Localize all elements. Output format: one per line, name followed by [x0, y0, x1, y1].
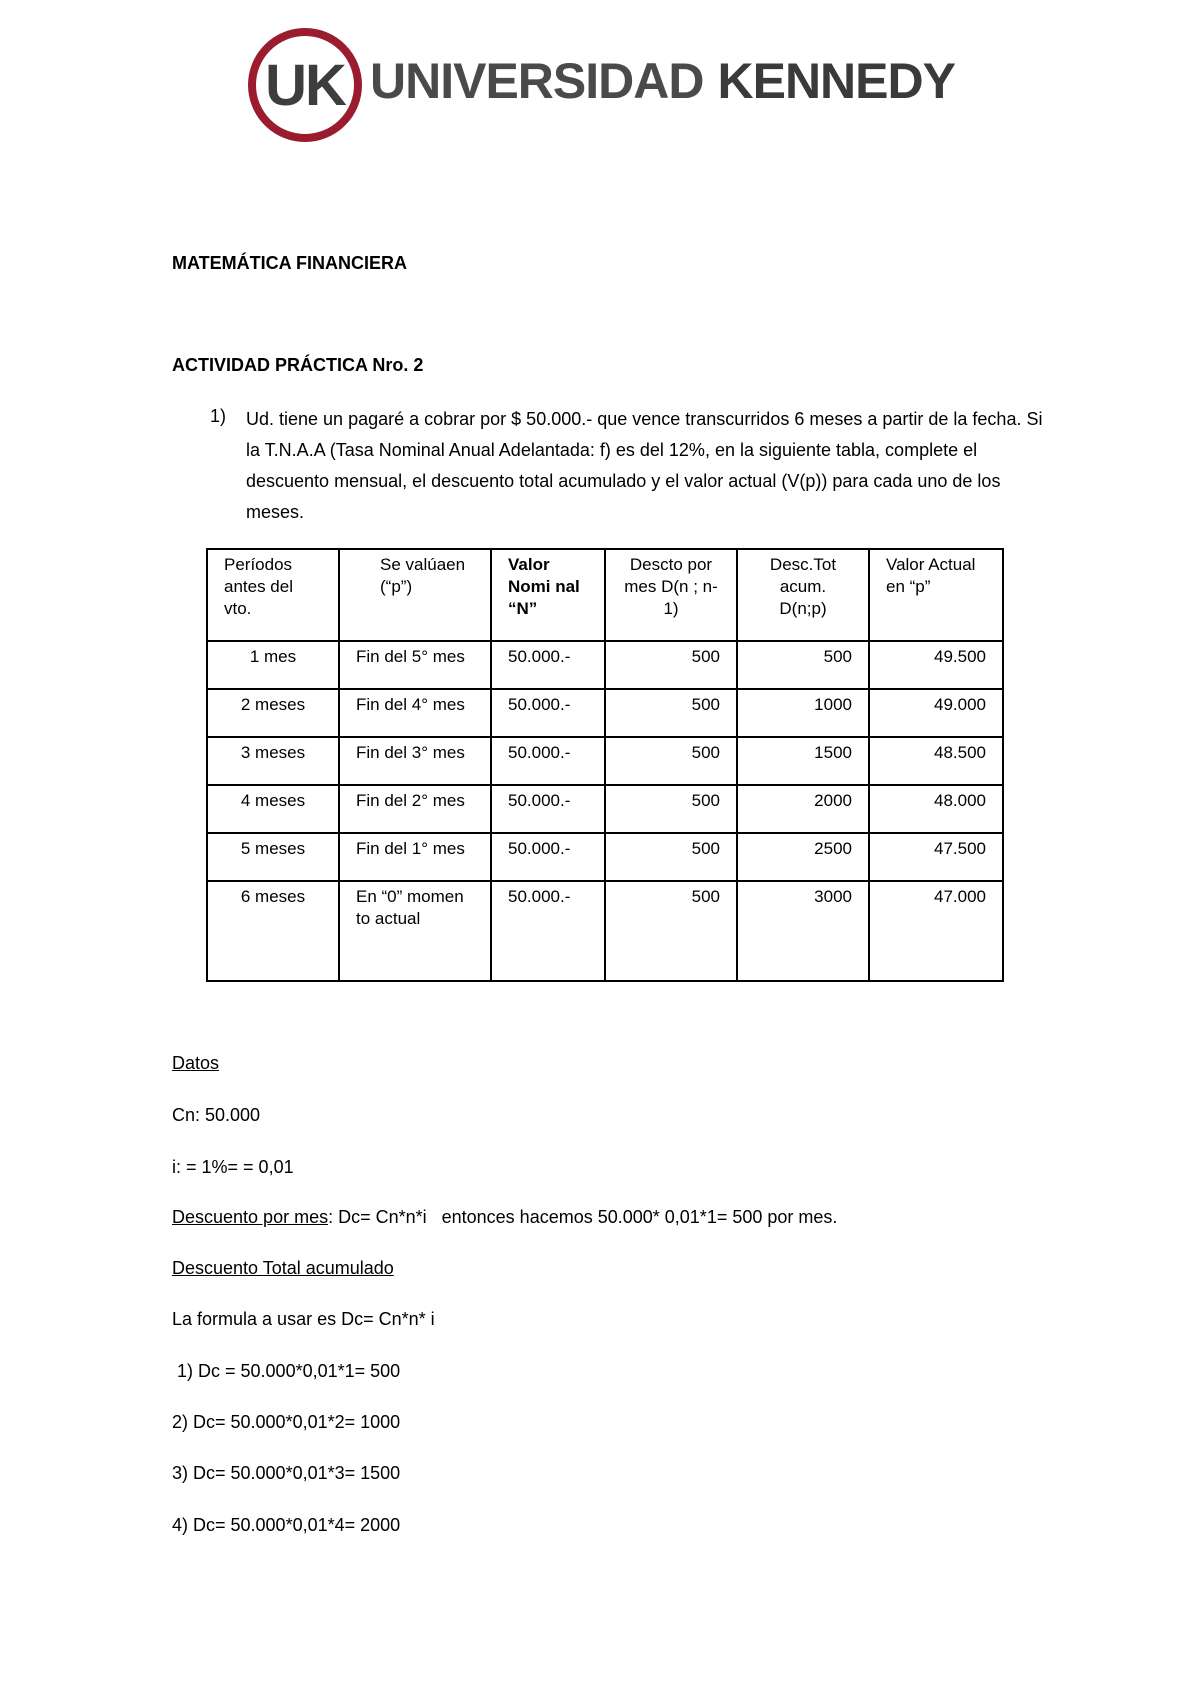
datos-i: i: = 1%= = 0,01 [172, 1157, 294, 1177]
cell-descto: 500 [605, 689, 737, 737]
table-row [207, 641, 1003, 689]
cell-descto: 500 [605, 641, 737, 689]
logo-mark-text: UK [265, 52, 345, 118]
cell-nominal: 50.000.- [491, 737, 605, 785]
calc-line: 3) Dc= 50.000*0,01*3= 1500 [172, 1463, 401, 1483]
cell-periodo: 3 meses [207, 737, 339, 785]
table-row [207, 737, 1003, 785]
cell-nominal: 50.000.- [491, 641, 605, 689]
cell-nominal: 50.000.- [491, 785, 605, 833]
header-acum: Desc.Tot acum. D(n;p) [737, 549, 869, 641]
cell-valua: En “0” momen to actual [339, 881, 491, 981]
header-periodos: Períodos antes del vto. [207, 549, 339, 641]
cell-valua: Fin del 2° mes [339, 785, 491, 833]
cell-valua: Fin del 3° mes [339, 737, 491, 785]
cell-actual: 48.000 [869, 785, 1003, 833]
cell-actual: 47.000 [869, 881, 1003, 981]
logo-mark [248, 28, 362, 142]
cell-valua: Fin del 4° mes [339, 689, 491, 737]
cell-acum: 1500 [737, 737, 869, 785]
cell-acum: 1000 [737, 689, 869, 737]
cell-acum: 500 [737, 641, 869, 689]
cell-nominal: 50.000.- [491, 881, 605, 981]
cell-periodo: 6 meses [207, 881, 339, 981]
calc-line: 1) Dc = 50.000*0,01*1= 500 [172, 1361, 401, 1381]
datos-heading: Datos [172, 1053, 220, 1073]
cell-descto: 500 [605, 833, 737, 881]
logo-name-part2: KENNEDY [717, 53, 955, 109]
formula-text: La formula a usar es Dc= Cn*n* i [172, 1309, 435, 1329]
header-nominal: Valor Nomi nal “N” [491, 549, 605, 641]
cell-descto: 500 [605, 737, 737, 785]
question-number: 1) [210, 406, 227, 426]
cell-descto: 500 [605, 881, 737, 981]
descuento-line [172, 1206, 837, 1228]
header-descto: Descto por mes D(n ; n-1) [605, 549, 737, 641]
cell-periodo: 1 mes [207, 641, 339, 689]
table-row [207, 881, 1003, 981]
logo-name-part1: UNIVERSIDAD [370, 53, 704, 109]
calc-line: 2) Dc= 50.000*0,01*2= 1000 [172, 1412, 401, 1432]
table-row [207, 689, 1003, 737]
cell-actual: 47.500 [869, 833, 1003, 881]
subject-title: MATEMÁTICA FINANCIERA [172, 253, 407, 273]
cell-periodo: 4 meses [207, 785, 339, 833]
table-header-row [207, 549, 1003, 641]
discount-table [206, 548, 1004, 982]
datos-cn: Cn: 50.000 [172, 1105, 261, 1125]
table-row [207, 833, 1003, 881]
total-heading: Descuento Total acumulado [172, 1258, 394, 1278]
logo-wordmark [370, 52, 955, 110]
cell-periodo: 5 meses [207, 833, 339, 881]
descuento-label: Descuento por mes [172, 1207, 329, 1227]
activity-title: ACTIVIDAD PRÁCTICA Nro. 2 [172, 355, 424, 375]
cell-descto: 500 [605, 785, 737, 833]
question-text: Ud. tiene un pagaré a cobrar por $ 50.000.- que vence transcurridos 6 meses a partir de la fecha. Si la T.N.A.A (Tasa Nominal Anual Adelantada: f) es del 12%, en la siguiente tabla, complete el descuento mensual, el descuento total acumulado y el valor actual (V(p)) para cada uno de los meses. [246, 409, 1043, 522]
cell-acum: 3000 [737, 881, 869, 981]
cell-actual: 49.500 [869, 641, 1003, 689]
calc-line: 4) Dc= 50.000*0,01*4= 2000 [172, 1515, 401, 1535]
cell-valua: Fin del 5° mes [339, 641, 491, 689]
cell-periodo: 2 meses [207, 689, 339, 737]
cell-valua: Fin del 1° mes [339, 833, 491, 881]
header-valua: Se valúaen (“p”) [339, 549, 491, 641]
cell-actual: 49.000 [869, 689, 1003, 737]
university-logo [248, 24, 955, 140]
descuento-text: : Dc= Cn*n*i entonces hacemos 50.000* 0,01*1= 500 por mes. [328, 1207, 838, 1227]
cell-acum: 2000 [737, 785, 869, 833]
cell-nominal: 50.000.- [491, 689, 605, 737]
cell-actual: 48.500 [869, 737, 1003, 785]
cell-acum: 2500 [737, 833, 869, 881]
cell-nominal: 50.000.- [491, 833, 605, 881]
table-row [207, 785, 1003, 833]
header-actual: Valor Actual en “p” [869, 549, 1003, 641]
